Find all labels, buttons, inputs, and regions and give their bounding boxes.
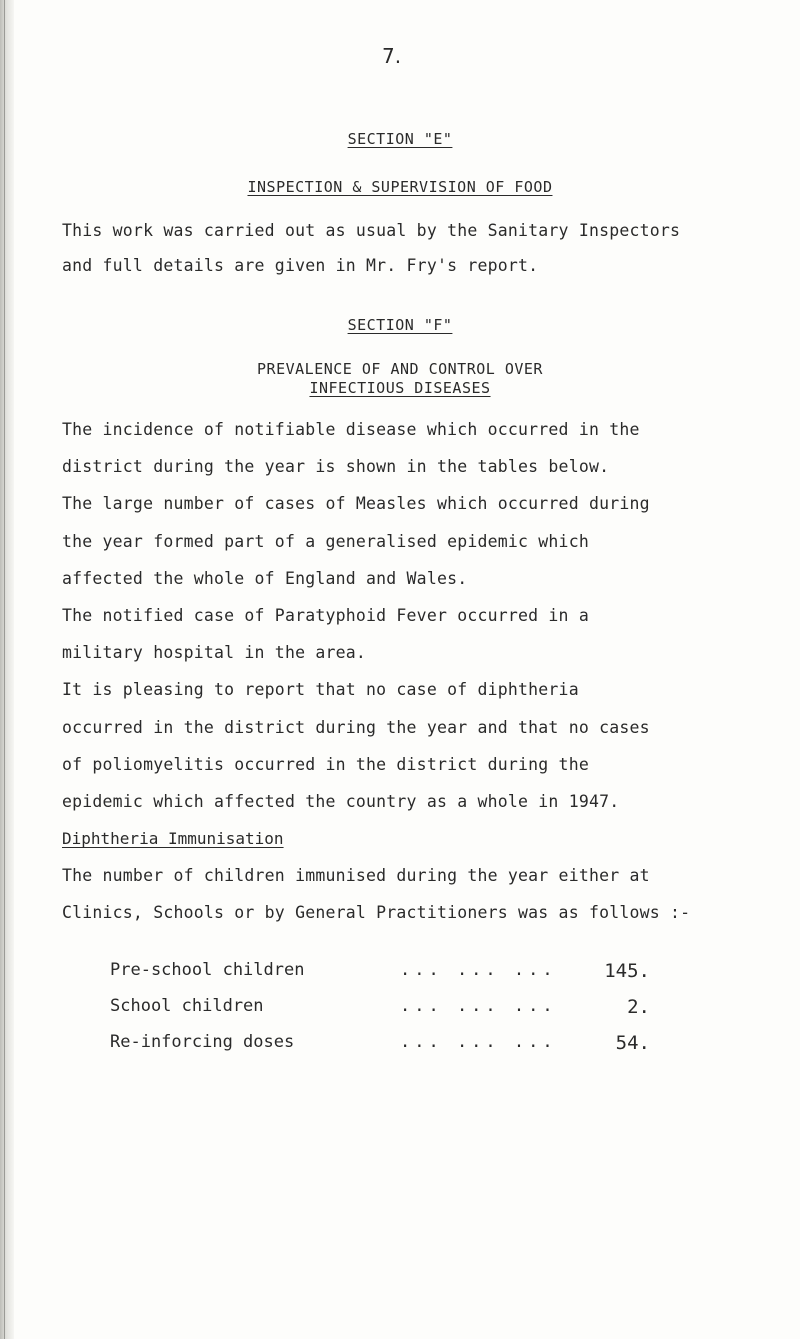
section-f-line: district during the year is shown in the tables below.	[62, 457, 610, 476]
page-number: 7.	[382, 44, 402, 68]
row-label: School children	[110, 996, 264, 1016]
section-f-line: The incidence of notifiable disease which occurred in the	[62, 420, 640, 439]
page-binding-edge	[0, 0, 14, 1339]
section-f-line: occurred in the district during the year and that no cases	[62, 718, 650, 737]
immunisation-row-pre-school	[110, 960, 650, 986]
immunisation-row-reinforcing	[110, 1032, 650, 1058]
row-leader-dots: ... ... ...	[400, 1032, 557, 1052]
section-f-line: epidemic which affected the country as a whole in 1947.	[62, 792, 620, 811]
immunisation-line: Clinics, Schools or by General Practitioners was as follows :-	[62, 903, 691, 922]
immunisation-line: The number of children immunised during the year either at	[62, 866, 650, 885]
section-e-line: This work was carried out as usual by the Sanitary Inspectors	[62, 221, 681, 240]
row-value: 2.	[627, 996, 650, 1018]
section-e-title: SECTION "E"	[347, 130, 453, 148]
row-value: 54.	[615, 1032, 650, 1054]
section-f-title: SECTION "F"	[347, 316, 453, 334]
section-f-line: affected the whole of England and Wales.	[62, 569, 468, 588]
section-f-line: the year formed part of a generalised epidemic which	[62, 532, 589, 551]
section-f-line: It is pleasing to report that no case of diphtheria	[62, 680, 579, 699]
section-e-line: and full details are given in Mr. Fry's report.	[62, 256, 539, 275]
binding-line	[4, 0, 5, 1339]
section-f-line: The large number of cases of Measles which occurred during	[62, 494, 650, 513]
row-leader-dots: ... ... ...	[400, 960, 557, 980]
immunisation-row-school	[110, 996, 650, 1022]
row-value: 145.	[604, 960, 650, 982]
row-label: Re-inforcing doses	[110, 1032, 295, 1052]
immunisation-heading: Diphtheria Immunisation	[62, 829, 284, 848]
row-leader-dots: ... ... ...	[400, 996, 557, 1016]
section-f-line: military hospital in the area.	[62, 643, 367, 662]
section-e-subtitle: INSPECTION & SUPERVISION OF FOOD	[247, 178, 553, 196]
section-f-subtitle-line1: PREVALENCE OF AND CONTROL OVER	[257, 360, 543, 378]
section-f-line: The notified case of Paratyphoid Fever occurred in a	[62, 606, 589, 625]
row-label: Pre-school children	[110, 960, 305, 980]
section-f-subtitle-line2: INFECTIOUS DISEASES	[309, 379, 491, 397]
section-f-line: of poliomyelitis occurred in the district during the	[62, 755, 589, 774]
